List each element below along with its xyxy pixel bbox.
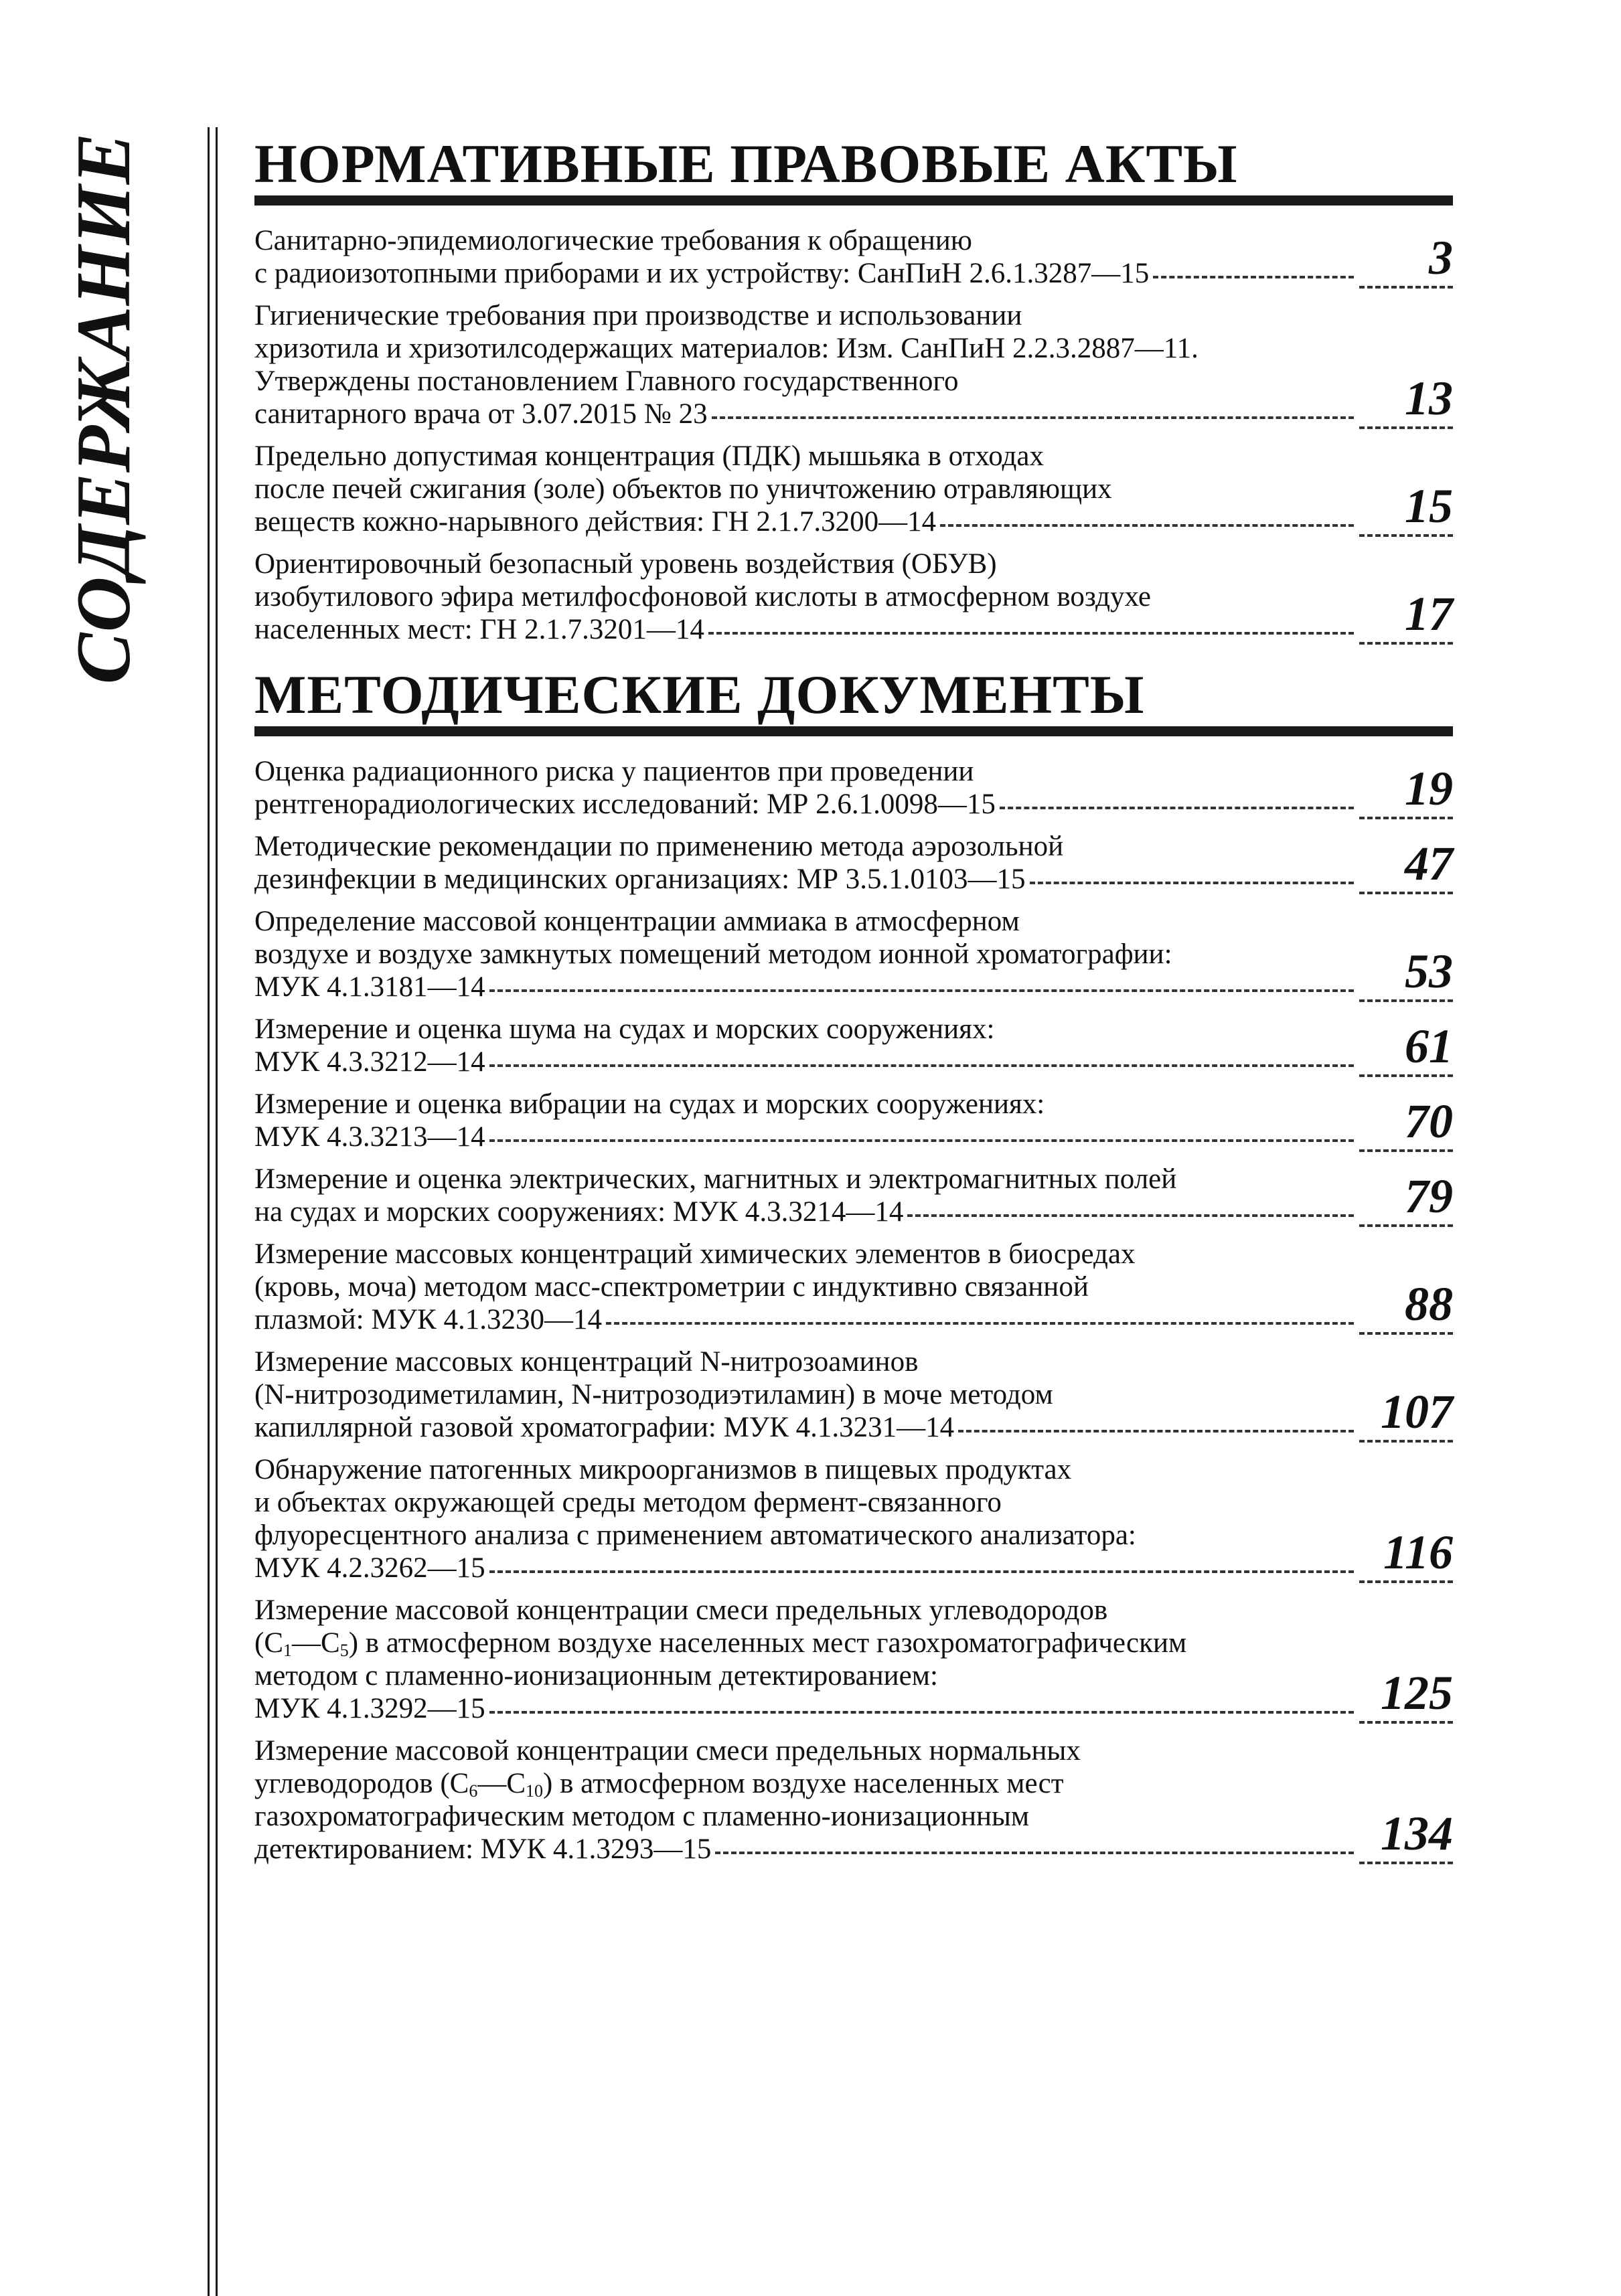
entry-text-line: Оценка радиационного риска у пациентов при проведении	[254, 756, 974, 787]
entry-text-line: Измерение и оценка вибрации на судах и морских сооружениях:	[254, 1088, 1045, 1120]
dot-leader	[606, 1322, 1354, 1325]
entry-text-line: МУК 4.3.3212—14	[254, 1046, 485, 1078]
vertical-rule	[208, 127, 210, 2296]
toc-entry[interactable]	[254, 1345, 1453, 1444]
vertical-rule	[216, 127, 218, 2296]
entry-text-line: после печей сжигания (золе) объектов по уничтожению отравляющих	[254, 473, 1112, 505]
section-title: МЕТОДИЧЕСКИЕ ДОКУМЕНТЫ	[254, 664, 1145, 725]
entry-text-line: (N-нитрозодиметиламин, N-нитрозодиэтиламин) в моче методом	[254, 1379, 1053, 1410]
page-number: 19	[1359, 764, 1453, 819]
toc-entry[interactable]	[254, 1238, 1453, 1336]
page-number: 47	[1359, 839, 1453, 894]
entry-text-line: Измерение и оценка электрических, магнитных и электромагнитных полей	[254, 1163, 1177, 1195]
entry-text-line: (кровь, моча) методом масс-спектрометрии с индуктивно связанной	[254, 1271, 1089, 1303]
entry-text-line: Обнаружение патогенных микроорганизмов в пищевых продуктах	[254, 1454, 1072, 1485]
entry-text-line: Методические рекомендации по применению метода аэрозольной	[254, 831, 1064, 862]
entry-text-line: дезинфекции в медицинских организациях: МР 3.5.1.0103—15	[254, 864, 1026, 895]
entry-text-line: хризотила и хризотилсодержащих материалов: Изм. СанПиН 2.2.3.2887—11.	[254, 333, 1199, 364]
table-of-contents	[254, 134, 1453, 1875]
entry-text-line: плазмой: МУК 4.1.3230—14	[254, 1304, 602, 1335]
entry-text-line: Измерение массовых концентраций химических элементов в биосредах	[254, 1238, 1136, 1270]
entry-text-line: МУК 4.2.3262—15	[254, 1552, 485, 1584]
section-rule	[254, 726, 1453, 736]
toc-entry[interactable]	[254, 1734, 1453, 1866]
page-number: 70	[1359, 1097, 1453, 1152]
page-number: 53	[1359, 947, 1453, 1002]
entry-text-line: углеводородов $(C_6—C_{10})$ в атмосферном воздухе населенных мест	[254, 1768, 1064, 1801]
entry-text-line: и объектах окружающей среды методом фермент-связанного	[254, 1487, 1002, 1518]
entry-text-line: Гигиенические требования при производстве и использовании	[254, 300, 1022, 331]
dot-leader	[1000, 807, 1354, 809]
toc-entry[interactable]	[254, 1088, 1453, 1153]
page-number: 107	[1359, 1388, 1453, 1443]
entry-text-line: веществ кожно-нарывного действия: ГН 2.1.7.3200—14	[254, 506, 937, 538]
page-number: 15	[1359, 482, 1453, 537]
toc-entry[interactable]	[254, 299, 1453, 430]
entry-text-line: методом с пламенно-ионизационным детектированием:	[254, 1660, 938, 1692]
toc-entry[interactable]	[254, 1594, 1453, 1725]
toc-entry[interactable]	[254, 224, 1453, 290]
entry-text-line: газохроматографическим методом с пламенно-ионизационным	[254, 1801, 1030, 1832]
entry-text-line: Утверждены постановлением Главного государственного	[254, 365, 959, 397]
toc-section	[254, 665, 1453, 1866]
page-number: 61	[1359, 1022, 1453, 1077]
entry-text-line: с радиоизотопными приборами и их устройству: СанПиН 2.6.1.3287—15	[254, 258, 1150, 289]
entry-text-line: Предельно допустимая концентрация (ПДК) мышьяка в отходах	[254, 440, 1044, 472]
toc-entry[interactable]	[254, 1013, 1453, 1078]
entry-text-line: МУК 4.1.3292—15	[254, 1693, 485, 1724]
entry-text-line: Санитарно-эпидемиологические требования к обращению	[254, 225, 972, 256]
entry-text-line: изобутилового эфира метилфосфоновой кислоты в атмосферном воздухе	[254, 581, 1151, 612]
section-title: НОРМАТИВНЫЕ ПРАВОВЫЕ АКТЫ	[254, 133, 1238, 194]
entry-text-line: Измерение массовой концентрации смеси предельных углеводородов	[254, 1594, 1108, 1626]
page-number: 125	[1359, 1669, 1453, 1724]
entry-text-line: Определение массовой концентрации аммиака в атмосферном	[254, 906, 1020, 937]
dot-leader	[940, 524, 1354, 527]
entry-text-line: МУК 4.3.3213—14	[254, 1121, 485, 1153]
entry-text-line: рентгенорадиологических исследований: МР 2.6.1.0098—15	[254, 789, 996, 820]
entry-text-line: Измерение и оценка шума на судах и морских сооружениях:	[254, 1013, 995, 1045]
dot-leader	[1030, 882, 1354, 884]
toc-entry[interactable]	[254, 548, 1453, 646]
page-number: 17	[1359, 590, 1453, 645]
entry-text-line: населенных мест: ГН 2.1.7.3201—14	[254, 614, 704, 645]
dot-leader	[489, 1711, 1354, 1714]
dot-leader	[489, 989, 1354, 992]
entry-text-line: капиллярной газовой хроматографии: МУК 4.1.3231—14	[254, 1412, 955, 1443]
entry-text-line: детектированием: МУК 4.1.3293—15	[254, 1833, 712, 1865]
page-number: 79	[1359, 1172, 1453, 1227]
toc-entry[interactable]	[254, 905, 1453, 1003]
entry-text-line: флуоресцентного анализа с применением автоматического анализатора:	[254, 1520, 1136, 1551]
dot-leader	[708, 632, 1354, 635]
toc-entry[interactable]	[254, 1163, 1453, 1228]
dot-leader	[489, 1139, 1354, 1142]
section-rule	[254, 195, 1453, 206]
toc-entry[interactable]	[254, 830, 1453, 896]
dot-leader	[907, 1214, 1354, 1217]
entry-text-line: $(C_1—C_5)$ в атмосферном воздухе населенных мест газохроматографическим	[254, 1627, 1187, 1660]
toc-entry[interactable]	[254, 440, 1453, 538]
entry-text-line: на судах и морских сооружениях: МУК 4.3.3214—14	[254, 1196, 904, 1228]
entry-text-line: Измерение массовой концентрации смеси предельных нормальных	[254, 1735, 1081, 1767]
entry-text-line: Ориентировочный безопасный уровень воздействия (ОБУВ)	[254, 548, 997, 580]
toc-entry[interactable]	[254, 1453, 1453, 1584]
page-number: 88	[1359, 1280, 1453, 1335]
page-number: 116	[1359, 1528, 1453, 1583]
dot-leader	[489, 1570, 1354, 1573]
entry-text-line: Измерение массовых концентраций N-нитрозоаминов	[254, 1346, 919, 1378]
toc-entry[interactable]	[254, 755, 1453, 821]
page-number: 134	[1359, 1809, 1453, 1864]
dot-leader	[712, 416, 1354, 419]
entry-text-line: МУК 4.1.3181—14	[254, 971, 485, 1003]
side-title-contents: СОДЕРЖАНИЕ	[61, 132, 146, 685]
dot-leader	[715, 1852, 1354, 1854]
dot-leader	[1153, 276, 1354, 278]
entry-text-line: воздухе и воздухе замкнутых помещений методом ионной хроматографии:	[254, 938, 1172, 970]
page-number: 3	[1359, 234, 1453, 289]
page-number: 13	[1359, 374, 1453, 429]
dot-leader	[958, 1430, 1354, 1432]
dot-leader	[489, 1064, 1354, 1067]
entry-text-line: санитарного врача от 3.07.2015 № 23	[254, 398, 708, 430]
toc-section	[254, 134, 1453, 646]
